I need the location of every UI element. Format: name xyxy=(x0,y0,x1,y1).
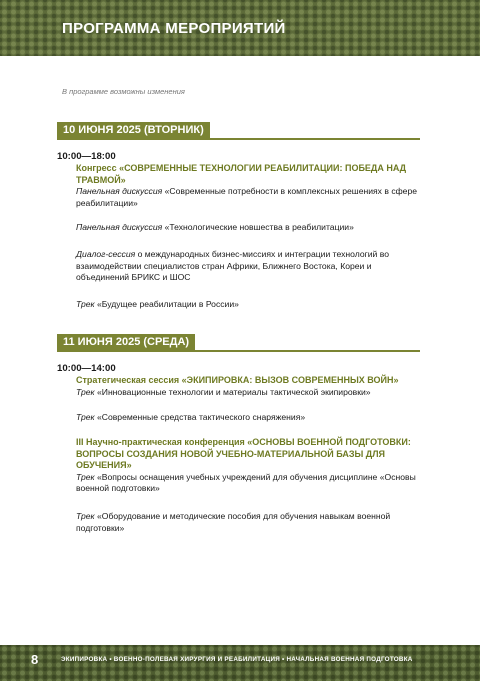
program-item: Панельная дискуссия «Технологические новшества в реабилитации» xyxy=(76,222,354,232)
footer-banner xyxy=(0,645,480,681)
day-1-divider xyxy=(57,138,420,140)
program-item: Трек «Будущее реабилитации в России» xyxy=(76,299,239,309)
day-1-congress-block xyxy=(76,163,426,209)
program-item: Трек «Инновационные технологии и материалы тактической экипировки» xyxy=(76,386,371,397)
program-item: Трек «Современные средства тактического снаряжения» xyxy=(76,412,306,422)
day-1-time: 10:00—18:00 xyxy=(57,151,116,162)
day-2-time: 10:00—14:00 xyxy=(57,363,116,374)
program-item: Трек «Оборудование и методические пособия для обучения навыкам военной подготовки» xyxy=(76,511,391,533)
conference-title: III Научно-практическая конференция «ОСНОВЫ ВОЕННОЙ ПОДГОТОВКИ: ВОПРОСЫ СОЗДАНИЯ НОВОЙ УЧЕБНО-МАТЕРИАЛЬНОЙ БАЗЫ ДЛЯ ОБУЧЕНИЯ» xyxy=(76,437,411,471)
changes-note: В программе возможны изменения xyxy=(62,87,185,96)
day-2-session-block xyxy=(76,375,426,398)
footer-text: ЭКИПИРОВКА • ВОЕННО-ПОЛЕВАЯ ХИРУРГИЯ И РЕАБИЛИТАЦИЯ • НАЧАЛЬНАЯ ВОЕННАЯ ПОДГОТОВКА xyxy=(61,656,413,663)
day-2-conference-block xyxy=(76,437,426,495)
day-1-date-badge: 10 ИЮНЯ 2025 (ВТОРНИК) xyxy=(57,122,210,139)
program-item: Панельная дискуссия «Современные потребности в комплексных решениях в сфере реабилитации» xyxy=(76,186,418,208)
day-2-divider xyxy=(57,350,420,352)
page-title: ПРОГРАММА МЕРОПРИЯТИЙ xyxy=(62,20,286,37)
session-title: Стратегическая сессия «ЭКИПИРОВКА: ВЫЗОВ СОВРЕМЕННЫХ ВОЙН» xyxy=(76,375,399,385)
program-item: Трек «Вопросы оснащения учебных учреждений для обучения дисциплине «Основы военной подготовки» xyxy=(76,471,416,494)
program-item: Диалог-сессия о международных бизнес-миссиях и интеграции технологий во взаимодействии специалистов стран Африки, Ближнего Востока, Кореи и объединений БРИКС и ШОС xyxy=(76,249,389,283)
page-number: 8 xyxy=(31,652,39,667)
day-2-date-badge: 11 ИЮНЯ 2025 (СРЕДА) xyxy=(57,334,195,351)
congress-title: Конгресс «СОВРЕМЕННЫЕ ТЕХНОЛОГИИ РЕАБИЛИТАЦИИ: ПОБЕДА НАД ТРАВМОЙ» xyxy=(76,163,407,185)
